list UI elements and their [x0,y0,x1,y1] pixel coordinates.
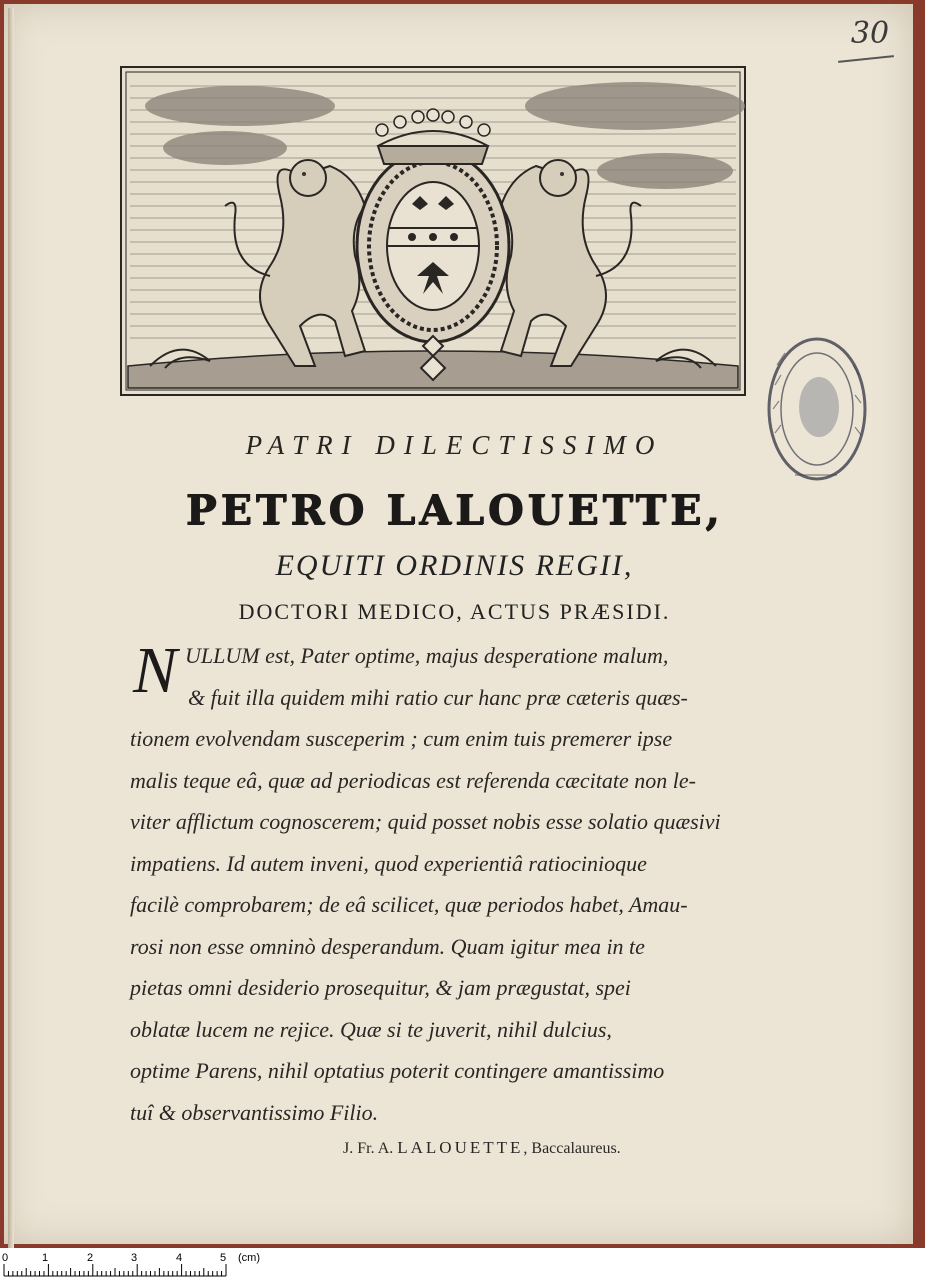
ruler-label-0: 0 [2,1252,9,1264]
signature-degree: , Baccalaureus. [523,1140,621,1157]
ruler-label-2: 2 [87,1252,94,1264]
drop-cap: N [133,634,178,707]
handwritten-page-number: 30 [850,16,890,51]
ruler-label-4: 4 [176,1252,183,1264]
body-line-4: malis teque eâ, quæ ad periodicas est referenda cæcitate non le- [130,768,696,793]
ruler-label-5: 5 [220,1252,227,1264]
page-gutter [8,8,14,1248]
ruler-label-1: 1 [42,1252,49,1264]
dedicatee-title: DOCTORI MEDICO, ACTUS PRÆSIDI. [238,599,671,624]
coat-of-arms-engraving [120,66,746,396]
scale-ruler [0,1248,270,1280]
body-line-12: tuî & observantissimo Filio. [130,1100,379,1125]
body-line-1: ULLUM est, Pater optime, majus desperatione malum, [185,643,669,668]
signature-surname: LALOUETTE [397,1138,524,1157]
body-line-9: pietas omni desiderio prosequitur, & jam prægustat, spei [130,975,631,1000]
body-line-11: optime Parens, nihil optatius poterit contingere amantissimo [130,1058,665,1083]
body-line-8: rosi non esse omninò desperandum. Quam igitur mea in te [130,934,645,959]
body-line-6: impatiens. Id autem inveni, quod experientiâ ratiocinioque [130,851,647,876]
signature-line [343,1138,723,1166]
dedication-heading: PATRI DILECTISSIMO [245,430,664,460]
ruler-unit: (cm) [238,1252,260,1264]
dedicatee-order: EQUITI ORDINIS REGII, [275,549,634,582]
dedicatee-name: PETRO LALOUETTE, [185,486,724,534]
ruler-label-3: 3 [131,1252,138,1264]
body-line-5: viter afflictum cognoscerem; quid posset nobis esse solatio quæsivi [130,809,721,834]
signature-initials: J. Fr. A. [343,1140,394,1157]
body-line-2: & fuit illa quidem mihi ratio cur hanc præ cæteris quæs- [188,685,688,710]
body-line-10: oblatæ lucem ne rejice. Quæ si te juverit, nihil dulcius, [130,1017,612,1042]
body-line-3: tionem evolvendam susceperim ; cum enim tuis premerer ipse [130,726,673,751]
body-line-7: facilè comprobarem; de eâ scilicet, quæ periodos habet, Amau- [130,892,688,917]
